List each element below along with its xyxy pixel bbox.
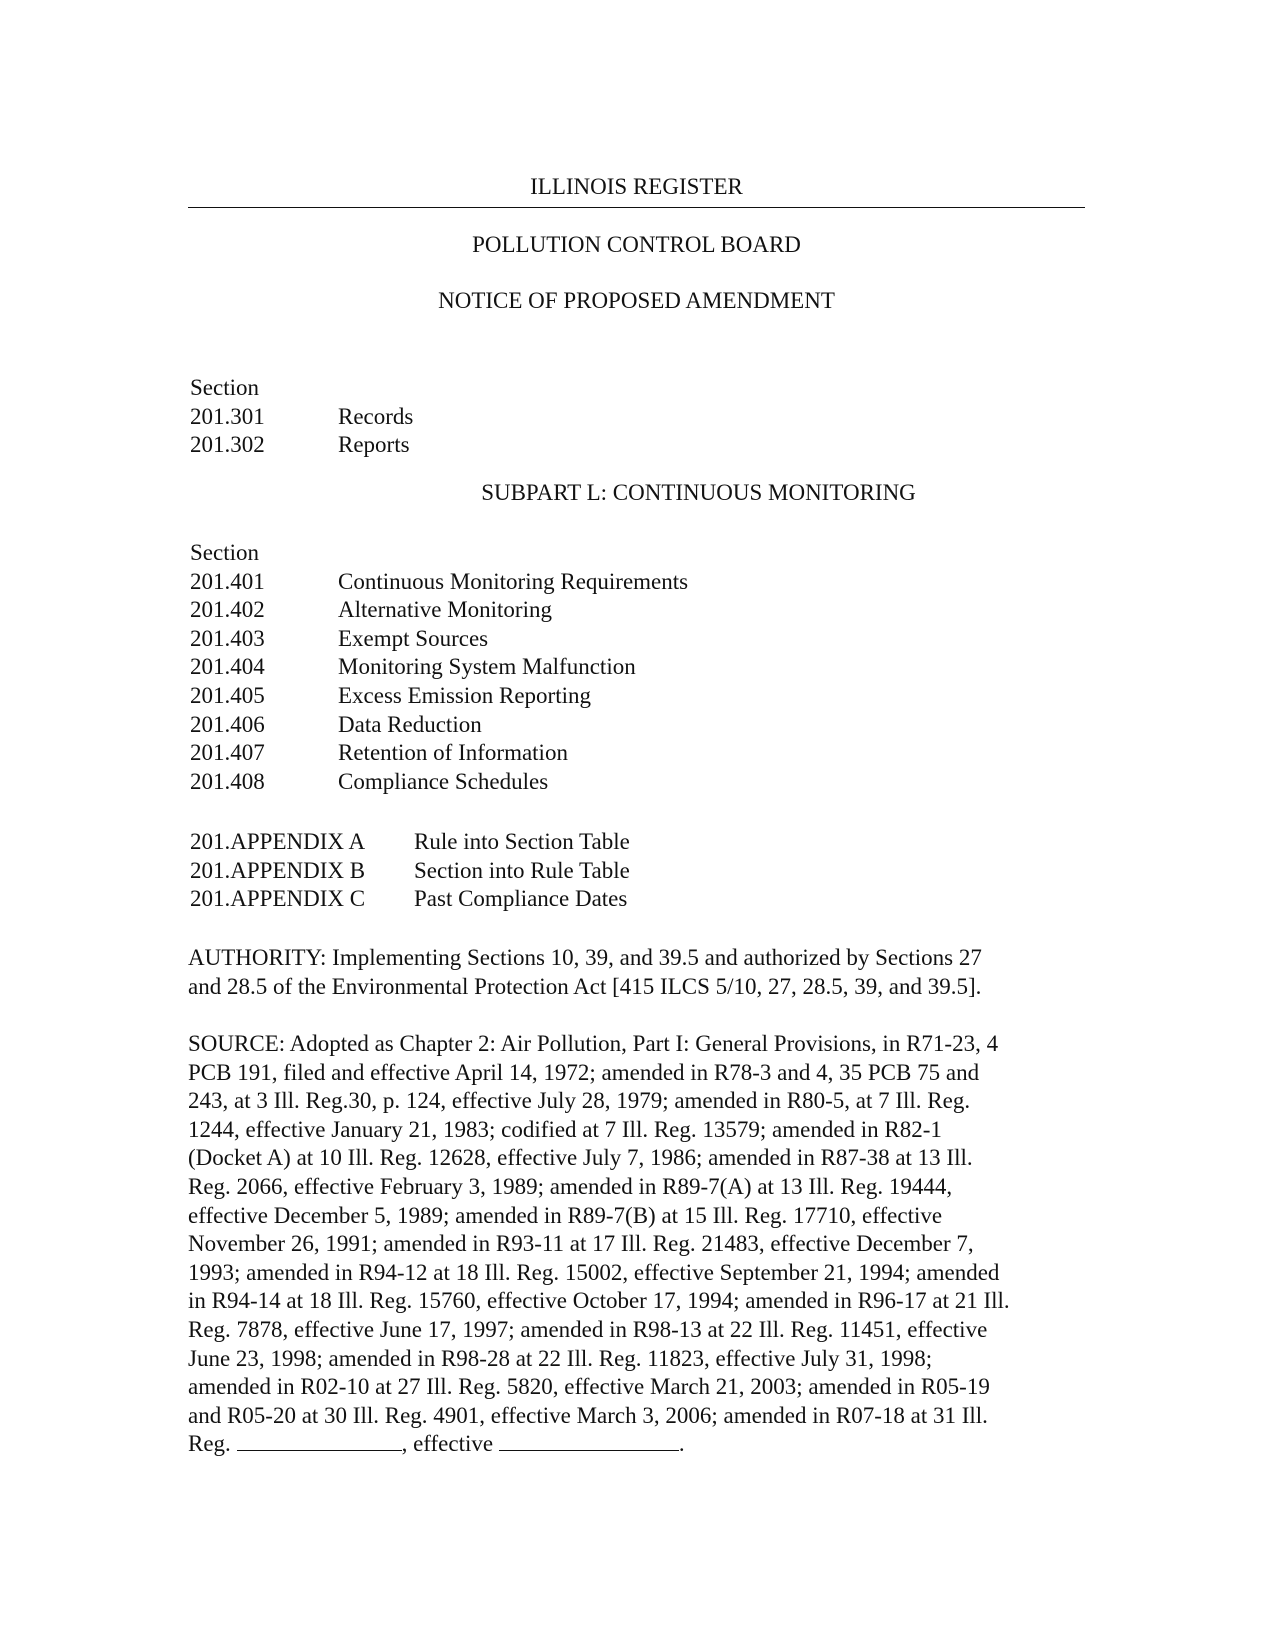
section-number: 201.407 bbox=[190, 740, 265, 766]
section-number: 201.402 bbox=[190, 597, 265, 623]
list-item bbox=[190, 625, 688, 654]
source-line: amended in R02-10 at 27 Ill. Reg. 5820, effective March 21, 2003; amended in R05-19 bbox=[188, 1374, 990, 1400]
source-line: 1993; amended in R94-12 at 18 Ill. Reg. 15002, effective September 21, 1994; amended bbox=[188, 1259, 1000, 1285]
list-item bbox=[190, 431, 413, 460]
source-line: PCB 191, filed and effective April 14, 1972; amended in R78-3 and 4, 35 PCB 75 and bbox=[188, 1059, 980, 1085]
section-number: 201.408 bbox=[190, 768, 265, 794]
source-line: effective December 5, 1989; amended in R89-7(B) at 15 Ill. Reg. 17710, effective bbox=[188, 1202, 943, 1228]
effective-text: , effective bbox=[401, 1431, 494, 1457]
section-title: Continuous Monitoring Requirements bbox=[338, 568, 689, 594]
section-label: Section bbox=[190, 375, 259, 400]
source-line: 1244, effective January 21, 1983; codified at 7 Ill. Reg. 13579; amended in R82-1 bbox=[188, 1116, 942, 1142]
source-line: 243, at 3 Ill. Reg.30, p. 124, effective July 28, 1979; amended in R80-5, at 7 Ill. Reg. bbox=[188, 1088, 971, 1114]
appendix-list bbox=[190, 828, 630, 914]
section-title: Alternative Monitoring bbox=[338, 597, 552, 623]
appendix-title: Past Compliance Dates bbox=[414, 886, 628, 912]
appendix-number: 201.APPENDIX B bbox=[190, 857, 366, 883]
section-number: 201.403 bbox=[190, 625, 265, 651]
header-rule bbox=[188, 207, 1085, 208]
section-title: Compliance Schedules bbox=[338, 768, 549, 794]
authority-paragraph bbox=[188, 944, 1088, 1001]
subpart-l-heading: SUBPART L: CONTINUOUS MONITORING bbox=[481, 480, 916, 505]
list-item bbox=[190, 568, 688, 597]
list-item bbox=[190, 711, 688, 740]
list-item bbox=[190, 739, 688, 768]
appendix-title: Rule into Section Table bbox=[414, 829, 630, 854]
appendix-number: 201.APPENDIX C bbox=[190, 886, 366, 912]
list-item bbox=[190, 596, 688, 625]
period: . bbox=[678, 1431, 685, 1457]
source-line-last bbox=[188, 1430, 1088, 1459]
board-heading: POLLUTION CONTROL BOARD bbox=[472, 232, 801, 257]
section-list-k bbox=[190, 374, 413, 460]
source-line: SOURCE: Adopted as Chapter 2: Air Pollution, Part I: General Provisions, in R71-23, 4 bbox=[188, 1031, 999, 1056]
source-line: in R94-14 at 18 Ill. Reg. 15760, effective October 17, 1994; amended in R96-17 at 21 Ill. bbox=[188, 1288, 1010, 1314]
list-item bbox=[190, 403, 413, 432]
appendix-number: 201.APPENDIX A bbox=[190, 829, 366, 854]
effective-blank bbox=[499, 1432, 679, 1451]
section-title: Reports bbox=[338, 432, 410, 458]
section-number: 201.302 bbox=[190, 432, 265, 458]
list-item bbox=[190, 885, 630, 914]
authority-line: and 28.5 of the Environmental Protection Act [415 ILCS 5/10, 27, 28.5, 39, and 39.5]. bbox=[188, 973, 982, 999]
source-paragraph bbox=[188, 1030, 1088, 1459]
section-number: 201.406 bbox=[190, 711, 265, 737]
section-title: Monitoring System Malfunction bbox=[338, 654, 636, 680]
section-title: Excess Emission Reporting bbox=[338, 682, 591, 708]
appendix-title: Section into Rule Table bbox=[414, 857, 630, 883]
section-title: Records bbox=[338, 403, 414, 429]
list-item bbox=[190, 653, 688, 682]
section-number: 201.401 bbox=[190, 568, 265, 594]
section-title: Retention of Information bbox=[338, 740, 568, 766]
source-line: (Docket A) at 10 Ill. Reg. 12628, effective July 7, 1986; amended in R87-38 at 13 Ill. bbox=[188, 1145, 973, 1171]
source-line: November 26, 1991; amended in R93-11 at 17 Ill. Reg. 21483, effective December 7, bbox=[188, 1231, 974, 1257]
list-item bbox=[190, 828, 630, 857]
source-line: Reg. 2066, effective February 3, 1989; amended in R89-7(A) at 13 Ill. Reg. 19444, bbox=[188, 1173, 953, 1199]
notice-heading: NOTICE OF PROPOSED AMENDMENT bbox=[438, 288, 835, 313]
source-line: June 23, 1998; amended in R98-28 at 22 Ill. Reg. 11823, effective July 31, 1998; bbox=[188, 1345, 933, 1371]
list-item bbox=[190, 768, 688, 797]
register-title: ILLINOIS REGISTER bbox=[530, 174, 743, 199]
authority-line: AUTHORITY: Implementing Sections 10, 39, and 39.5 and authorized by Sections 27 bbox=[188, 945, 982, 970]
section-number: 201.404 bbox=[190, 654, 265, 680]
list-item bbox=[190, 682, 688, 711]
reg-prefix: Reg. bbox=[188, 1431, 231, 1457]
section-number: 201.405 bbox=[190, 682, 265, 708]
section-list-l bbox=[190, 539, 688, 796]
source-line: and R05-20 at 30 Ill. Reg. 4901, effective March 3, 2006; amended in R07-18 at 31 Ill. bbox=[188, 1402, 988, 1428]
reg-blank bbox=[237, 1432, 402, 1451]
list-item bbox=[190, 857, 630, 886]
source-line: Reg. 7878, effective June 17, 1997; amended in R98-13 at 22 Ill. Reg. 11451, effective bbox=[188, 1316, 988, 1342]
section-title: Exempt Sources bbox=[338, 625, 489, 651]
section-label: Section bbox=[190, 540, 259, 565]
section-title: Data Reduction bbox=[338, 711, 482, 737]
section-number: 201.301 bbox=[190, 403, 265, 429]
